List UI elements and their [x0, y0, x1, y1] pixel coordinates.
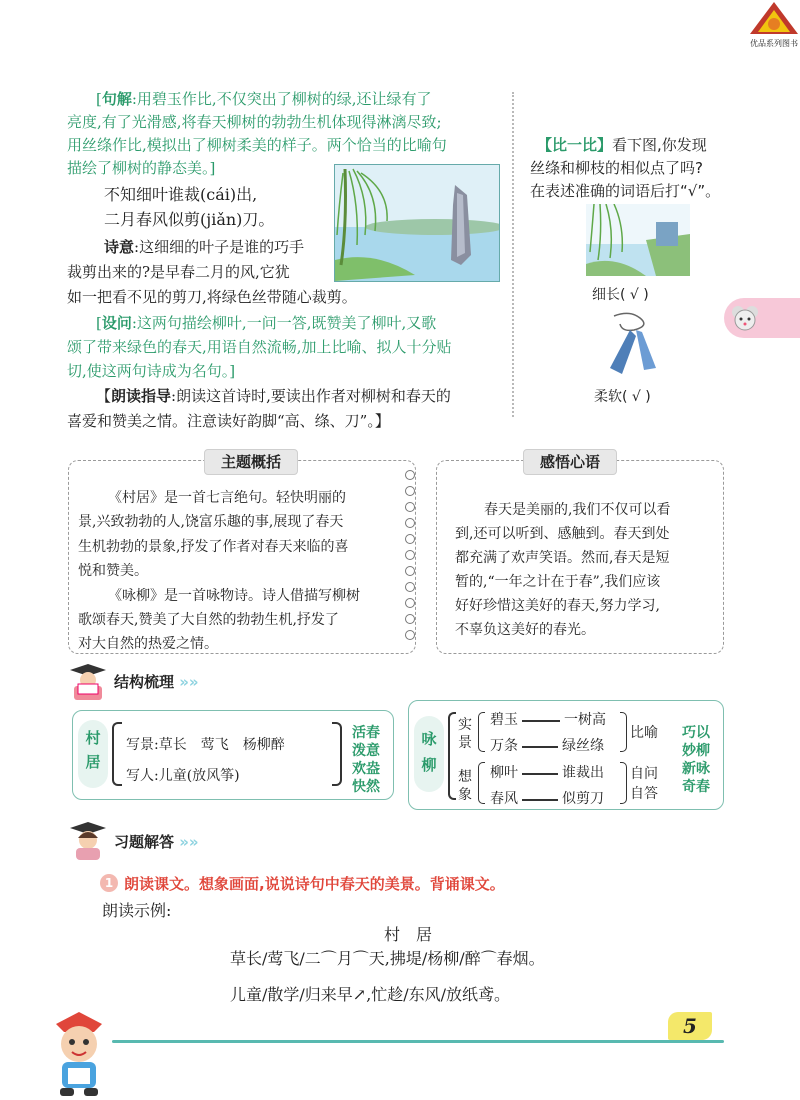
ring [405, 630, 415, 640]
cunju-scene: 写景:草长 莺飞 杨柳醉 [126, 737, 285, 753]
compare-line-2: 丝绦和柳枝的相似点了吗? [530, 159, 703, 177]
poem-line-2: 二月春风似剪(jiǎn)刀。 [104, 210, 275, 229]
feeling-line-2: 到,还可以听到、感触到。春天到处 [455, 526, 670, 542]
ring [405, 582, 415, 592]
chevron-right-icon: »» [174, 833, 199, 851]
compare-option-1: 细长( √ ) [592, 287, 649, 303]
silk-ribbon-illustration [600, 308, 672, 378]
r2a: 万条 [490, 738, 518, 754]
r3b: 谁裁出 [562, 765, 604, 781]
cunju-brace [112, 722, 122, 786]
ring [405, 550, 415, 560]
compare-line-1: 【比一比】看下图,你发现 [537, 136, 707, 154]
r4a: 春风 [490, 791, 518, 807]
example-poem-line-2: 儿童/散学/归来早↗,忙趁/东风/放纸鸢。 [230, 985, 511, 1004]
cunju-brace-right [332, 722, 342, 786]
side-tab [724, 298, 800, 338]
example-label: 朗读示例: [102, 901, 172, 920]
r1a: 碧玉 [490, 712, 518, 728]
imagine-label: 想 象 [458, 769, 472, 803]
qa-label: 自问 自答 [630, 766, 658, 802]
ribbon-icon [600, 308, 672, 378]
logo-icon [748, 0, 800, 36]
theme-line-3: 生机勃勃的景象,抒发了作者对春天来临的喜 [78, 539, 349, 555]
ring [405, 486, 415, 496]
shiyi-line-3: 如一把看不见的剪刀,将绿色丝带随心裁剪。 [67, 288, 357, 306]
structure-title: 结构梳理 »» [114, 673, 199, 691]
page-number-badge [668, 1012, 712, 1040]
column-divider [512, 92, 514, 417]
shewen-label: 设问 [101, 314, 132, 332]
chevron-right-icon: »» [174, 673, 199, 691]
shiyi-label: 诗意 [104, 238, 135, 256]
cartoon-student-icon [46, 1010, 112, 1096]
question-text: 朗读课文。想象画面,说说诗句中春天的美景。背诵课文。 [124, 875, 505, 893]
ring [405, 614, 415, 624]
shewen-line-1: [设问:这两句描绘柳叶,一问一答,既赞美了柳叶,又歌 [96, 314, 437, 332]
ring [405, 470, 415, 480]
feeling-panel-title: 感悟心语 [523, 449, 617, 475]
jujie-label: 句解 [101, 90, 132, 108]
connector-line [522, 773, 558, 775]
cunju-summary: 活春 泼意 欢盎 快然 [352, 725, 380, 795]
connector-line [522, 746, 558, 748]
page-number: 5 [683, 1014, 697, 1038]
exercise-title: 习题解答 »» [114, 833, 199, 851]
poem-line-1: 不知细叶谁裁(cái)出, [104, 185, 258, 204]
shewen-line-2: 颂了带来绿色的春天,用语自然流畅,加上比喻、拟人十分贴 [67, 338, 452, 356]
example-poem-title: 村 居 [384, 925, 433, 944]
question-number: 1 [100, 874, 118, 892]
example-poem-line-1: 草长/莺飞/二⌒月⌒天,拂堤/杨柳/醉⌒春烟。 [230, 949, 545, 968]
ring [405, 518, 415, 528]
theme-panel-title: 主题概括 [204, 449, 298, 475]
jujie-line-1: [句解:用碧玉作比,不仅突出了柳树的绿,还让绿有了 [96, 90, 432, 108]
langdu-line-2: 喜爱和赞美之情。注意读好韵脚“高、绦、刀”。】 [67, 412, 390, 430]
yongliu-title: 咏 柳 [414, 716, 444, 792]
jujie-line-4: 描绘了柳树的静态美。] [67, 159, 216, 177]
theme-line-6: 歌颂春天,赞美了大自然的勃勃生机,抒发了 [78, 612, 339, 628]
jujie-line-3: 用丝绦作比,模拟出了柳树柔美的样子。两个恰当的比喻句 [67, 136, 447, 154]
reading-girl-icon [66, 662, 110, 702]
r1b: 一树高 [564, 712, 606, 728]
connector-line [522, 799, 558, 801]
footer-line [112, 1040, 724, 1043]
qa-brace [620, 762, 627, 804]
langdu-line-1: 【朗读指导:朗读这首诗时,要读出作者对柳树和春天的 [96, 387, 451, 405]
theme-line-4: 悦和赞美。 [78, 563, 148, 579]
theme-line-7: 对大自然的热爱之情。 [78, 636, 218, 652]
shiyi-line-2: 裁剪出来的?是早春二月的风,它犹 [67, 263, 290, 281]
willow-branch-image [586, 204, 690, 276]
ring [405, 598, 415, 608]
r2b: 绿丝绦 [562, 738, 604, 754]
real-scene-label: 实 景 [458, 717, 472, 751]
real-scene-brace [478, 712, 485, 752]
imagine-brace [478, 762, 485, 804]
connector-line [522, 720, 560, 722]
feeling-line-6: 不辜负这美好的春光。 [455, 622, 595, 638]
feeling-line-5: 好好珍惜这美好的春天,努力学习, [455, 598, 660, 614]
r3a: 柳叶 [490, 765, 518, 781]
metaphor-label: 比喻 [630, 725, 658, 741]
student-reading-icon [66, 662, 110, 702]
willow-branch-illustration [586, 204, 690, 276]
theme-line-1: 《村居》是一首七言绝句。轻快明丽的 [108, 490, 346, 506]
ring [405, 534, 415, 544]
mascot-icon [46, 1010, 112, 1096]
willow-lake-illustration [334, 164, 500, 282]
compare-option-2: 柔软( √ ) [594, 389, 651, 405]
mouse-icon [730, 303, 760, 333]
theme-line-2: 景,兴致勃勃的人,饶富乐趣的事,展现了春天 [78, 514, 344, 530]
feeling-line-4: 暂的,“一年之计在于春”,我们应该 [455, 574, 661, 590]
shewen-line-3: 切,使这两句诗成为名句。] [67, 362, 236, 380]
student-cap-icon [66, 820, 110, 862]
willow-landscape-image [335, 165, 499, 281]
feeling-line-1: 春天是美丽的,我们不仅可以看 [484, 502, 671, 518]
shiyi-line-1: 诗意:这细细的叶子是谁的巧手 [104, 238, 305, 256]
compare-line-3: 在表述准确的词语后打“√”。 [530, 182, 721, 200]
cunju-people: 写人:儿童(放风筝) [126, 768, 240, 784]
metaphor-brace [620, 712, 627, 752]
jujie-line-2: 亮度,有了光滑感,将春天柳树的勃勃生机体现得淋漓尽致; [67, 113, 442, 131]
theme-line-5: 《咏柳》是一首咏物诗。诗人借描写柳树 [108, 588, 360, 604]
r4b: 似剪刀 [562, 791, 604, 807]
publisher-logo [748, 0, 800, 46]
yongliu-brace [448, 712, 456, 800]
ring [405, 502, 415, 512]
graduate-girl-icon [66, 820, 110, 862]
ring [405, 566, 415, 576]
compare-label: 【比一比】 [537, 136, 613, 154]
yongliu-summary: 巧以 妙柳 新咏 奇春 [682, 725, 710, 795]
cunju-title: 村 居 [78, 720, 108, 788]
langdu-label: 朗读指导 [111, 387, 172, 405]
feeling-line-3: 都充满了欢声笑语。然而,春天是短 [455, 550, 670, 566]
logo-text: 优品系列图书 [750, 39, 798, 48]
